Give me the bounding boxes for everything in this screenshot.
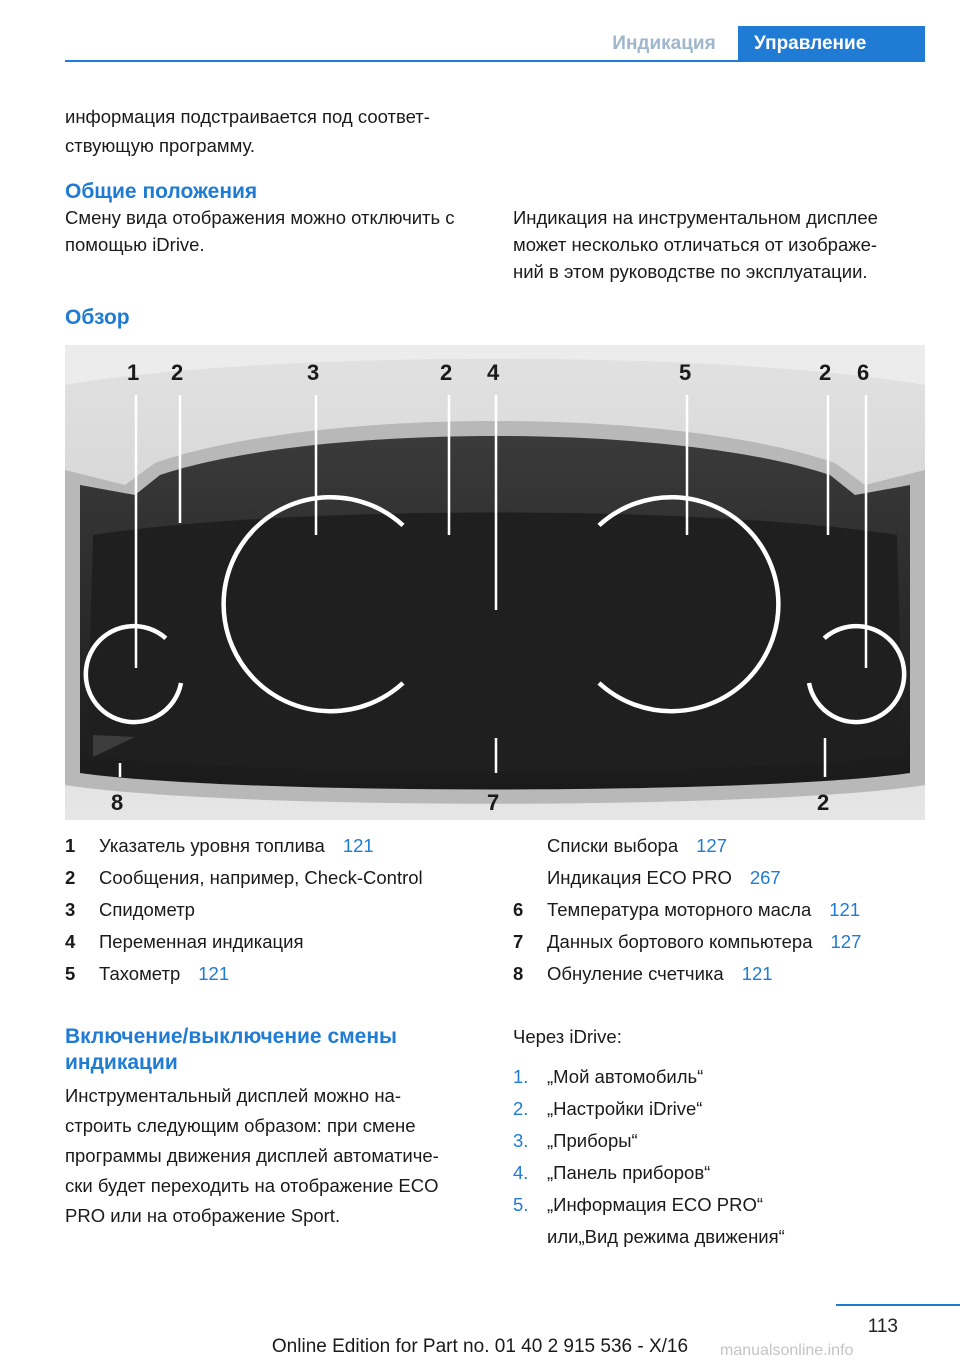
callout-2a: 2 bbox=[171, 360, 184, 385]
legend-number: 4 bbox=[65, 931, 76, 952]
step-number: 3. bbox=[513, 1130, 529, 1151]
step-number: 4. bbox=[513, 1162, 529, 1183]
idrive-intro: Через iDrive: bbox=[513, 1026, 622, 1047]
intro-line-1: информация подстраивается под соответ- bbox=[65, 106, 430, 127]
page-reference: 121 bbox=[342, 835, 374, 856]
header-rule bbox=[65, 60, 925, 62]
page-reference: 267 bbox=[749, 867, 781, 888]
switching-heading bbox=[65, 1024, 397, 1076]
callout-1: 1 bbox=[127, 360, 140, 385]
general-heading: Общие положения bbox=[65, 180, 258, 203]
legend-number: 1 bbox=[65, 835, 76, 856]
legend-label: Спидометр bbox=[99, 899, 195, 920]
switching-heading-line-2: индикации bbox=[65, 1051, 178, 1074]
general-left-line-2: помощью iDrive. bbox=[65, 234, 205, 255]
legend-label: Индикация ECO PRO bbox=[547, 867, 732, 888]
header-tab-indication: Индикация bbox=[612, 33, 716, 54]
step-label: „Информация ECO PRO“ bbox=[547, 1194, 764, 1215]
callout-2d: 2 bbox=[817, 790, 830, 815]
step-number: 5. bbox=[513, 1194, 529, 1215]
watermark: manualsonline.info bbox=[720, 1342, 854, 1359]
legend-label: Обнуление счетчика bbox=[547, 963, 724, 984]
overview-heading: Обзор bbox=[65, 306, 130, 329]
step-number: 2. bbox=[513, 1098, 529, 1119]
step-label: „Панель приборов“ bbox=[547, 1162, 711, 1183]
page-number: 113 bbox=[867, 1316, 898, 1337]
callout-5: 5 bbox=[679, 360, 692, 385]
idrive-steps bbox=[513, 1062, 913, 1262]
legend-label: Данных бортового компьютера bbox=[547, 931, 813, 952]
step-label: „Мой автомобиль“ bbox=[547, 1066, 704, 1087]
callout-6: 6 bbox=[857, 360, 870, 385]
legend-label: Тахометр bbox=[99, 963, 181, 984]
legend-label: Переменная индикация bbox=[99, 931, 304, 952]
switching-body-line-4: ски будет переходить на отображение ECO bbox=[65, 1175, 439, 1196]
legend-number: 8 bbox=[513, 963, 524, 984]
legend-number: 6 bbox=[513, 899, 524, 920]
page-reference: 127 bbox=[696, 835, 727, 856]
switching-body-line-1: Инструментальный дисплей можно на- bbox=[65, 1085, 401, 1106]
callout-3: 3 bbox=[307, 360, 320, 385]
legend-number: 3 bbox=[65, 899, 76, 920]
legend-label: Списки выбора bbox=[547, 835, 679, 856]
callout-8: 8 bbox=[111, 790, 124, 815]
step-label: „Приборы“ bbox=[547, 1130, 638, 1151]
page-reference: 127 bbox=[830, 931, 862, 952]
legend-label: Температура моторного масла bbox=[547, 899, 812, 920]
general-right-line-2: может несколько отличаться от изображе- bbox=[513, 234, 878, 255]
step-label: „Настройки iDrive“ bbox=[547, 1098, 703, 1119]
switching-body-line-3: программы движения дисплей автоматиче- bbox=[65, 1145, 439, 1166]
footer-rule bbox=[836, 1304, 960, 1306]
callout-7: 7 bbox=[487, 790, 500, 815]
legend-label: Указатель уровня топлива bbox=[99, 835, 325, 856]
page-reference: 121 bbox=[198, 963, 230, 984]
page-reference: 121 bbox=[829, 899, 861, 920]
switching-body-line-5: PRO или на отображение Sport. bbox=[65, 1205, 341, 1226]
callout-2b: 2 bbox=[440, 360, 453, 385]
legend-number: 5 bbox=[65, 963, 76, 984]
callout-2c: 2 bbox=[819, 360, 832, 385]
header-tab-control: Управление bbox=[738, 26, 925, 62]
intro-line-2: ствующую программу. bbox=[65, 135, 256, 156]
step-number: 1. bbox=[513, 1066, 529, 1087]
edition-note: Online Edition for Part no. 01 40 2 915 536 - X/16 bbox=[271, 1336, 689, 1357]
legend-number: 2 bbox=[65, 867, 76, 888]
switching-body bbox=[65, 1081, 439, 1231]
legend-label: Сообщения, например, Check-Control bbox=[99, 867, 423, 888]
switching-body-line-2: строить следующим образом: при смене bbox=[65, 1115, 416, 1136]
general-right-line-3: ний в этом руководстве по эксплуатации. bbox=[513, 261, 868, 282]
callout-4: 4 bbox=[487, 360, 500, 385]
page-reference: 121 bbox=[741, 963, 773, 984]
switching-heading-line-1: Включение/выключение смены bbox=[65, 1025, 397, 1048]
idrive-step-continuation: или„Вид режима движения“ bbox=[547, 1226, 785, 1247]
legend-number: 7 bbox=[513, 931, 524, 952]
general-right-line-1: Индикация на инструментальном дисплее bbox=[513, 207, 878, 228]
instrument-cluster-illustration bbox=[65, 345, 925, 820]
general-left-line-1: Смену вида отображения можно отключить с bbox=[65, 207, 455, 228]
